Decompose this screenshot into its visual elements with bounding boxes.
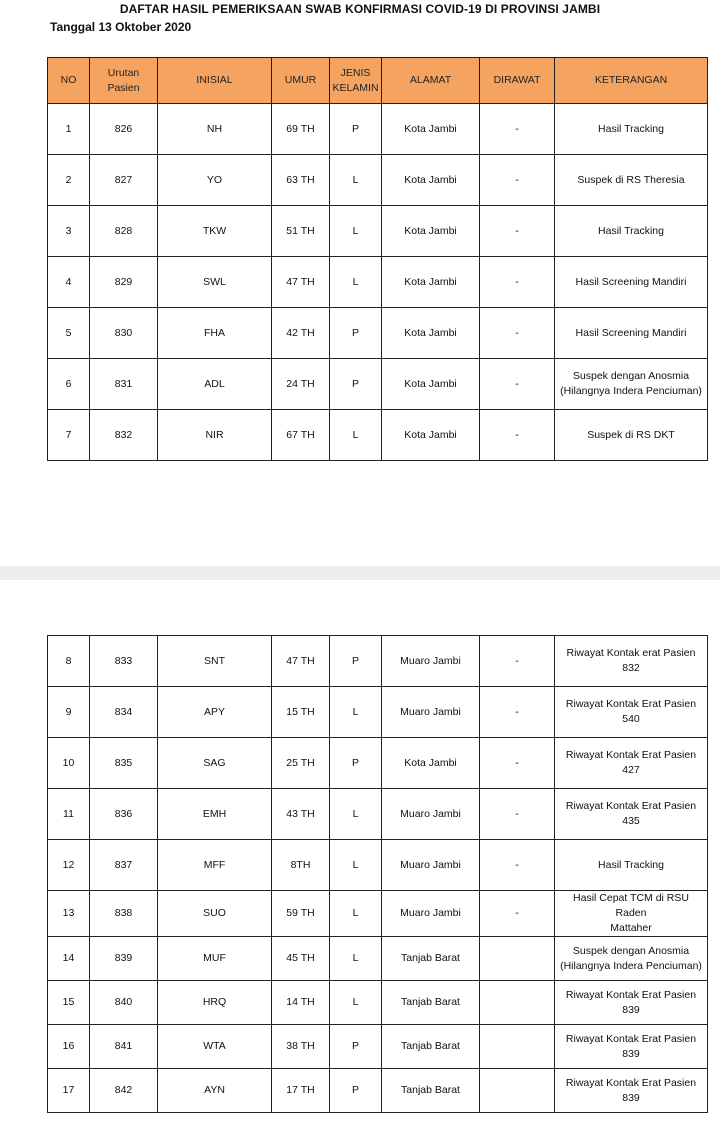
cell-alamat: Kota Jambi <box>382 410 480 461</box>
cell-dirawat: - <box>480 891 555 937</box>
cell-keterangan <box>555 410 708 461</box>
cell-inisial: HRQ <box>158 981 272 1025</box>
keterangan-line1: Riwayat Kontak Erat Pasien <box>565 698 697 710</box>
cell-jk: L <box>330 206 382 257</box>
cell-urutan: 840 <box>90 981 158 1025</box>
keterangan-line2: 832 <box>622 662 640 674</box>
keterangan-line2: 839 <box>622 1047 640 1060</box>
cell-dirawat: - <box>480 104 555 155</box>
table-row <box>48 104 708 155</box>
keterangan-line2: 435 <box>622 815 640 827</box>
cell-urutan: 827 <box>90 155 158 206</box>
cell-jk: P <box>330 359 382 410</box>
keterangan-line1: Riwayat Kontak Erat Pasien <box>565 749 697 761</box>
col-header-keterangan: KETERANGAN <box>555 58 708 104</box>
cell-no: 4 <box>48 257 90 308</box>
cell-urutan: 832 <box>90 410 158 461</box>
cell-jk: L <box>330 155 382 206</box>
col-header-jenis-kelamin <box>330 58 382 104</box>
cell-alamat: Kota Jambi <box>382 155 480 206</box>
cell-jk: P <box>330 308 382 359</box>
table-body-part-1 <box>48 104 708 461</box>
cell-no: 7 <box>48 410 90 461</box>
cell-keterangan <box>555 104 708 155</box>
cell-no: 6 <box>48 359 90 410</box>
cell-umur: 51 TH <box>272 206 330 257</box>
keterangan-line2: 839 <box>622 1003 640 1016</box>
cell-umur: 45 TH <box>272 937 330 981</box>
cell-inisial: NH <box>158 104 272 155</box>
cell-no: 9 <box>48 687 90 738</box>
cell-no: 2 <box>48 155 90 206</box>
cell-keterangan <box>555 359 708 410</box>
cell-inisial: MUF <box>158 937 272 981</box>
document-date: Tanggal 13 Oktober 2020 <box>50 20 192 34</box>
cell-keterangan <box>555 981 708 1025</box>
cell-jk: L <box>330 840 382 891</box>
table-header-row <box>48 58 708 104</box>
cell-inisial: SNT <box>158 636 272 687</box>
cell-dirawat: - <box>480 738 555 789</box>
cell-urutan: 828 <box>90 206 158 257</box>
keterangan-line1: Hasil Tracking <box>598 122 664 135</box>
cell-dirawat: - <box>480 206 555 257</box>
cell-no: 16 <box>48 1025 90 1069</box>
document-title: DAFTAR HASIL PEMERIKSAAN SWAB KONFIRMASI COVID-19 DI PROVINSI JAMBI <box>119 2 601 16</box>
cell-alamat: Muaro Jambi <box>382 636 480 687</box>
cell-alamat: Muaro Jambi <box>382 789 480 840</box>
table-row <box>48 359 708 410</box>
cell-alamat: Kota Jambi <box>382 308 480 359</box>
cell-inisial: MFF <box>158 840 272 891</box>
cell-keterangan <box>555 738 708 789</box>
cell-alamat: Muaro Jambi <box>382 840 480 891</box>
table-row <box>48 1025 708 1069</box>
cell-urutan: 833 <box>90 636 158 687</box>
cell-inisial: SAG <box>158 738 272 789</box>
cell-urutan: 837 <box>90 840 158 891</box>
col-header-alamat: ALAMAT <box>382 58 480 104</box>
cell-urutan: 826 <box>90 104 158 155</box>
cell-dirawat: - <box>480 155 555 206</box>
cell-alamat: Tanjab Barat <box>382 1025 480 1069</box>
cell-keterangan <box>555 937 708 981</box>
cell-jk: P <box>330 104 382 155</box>
keterangan-line2: 839 <box>622 1091 640 1104</box>
cell-urutan: 839 <box>90 937 158 981</box>
cell-umur: 69 TH <box>272 104 330 155</box>
cell-urutan: 835 <box>90 738 158 789</box>
cell-keterangan <box>555 257 708 308</box>
col-header-urutan-pasien <box>90 58 158 104</box>
cell-inisial: TKW <box>158 206 272 257</box>
cell-inisial: SWL <box>158 257 272 308</box>
cell-keterangan <box>555 636 708 687</box>
keterangan-line1: Riwayat Kontak Erat Pasien <box>565 800 697 812</box>
keterangan-line1: Riwayat Kontak Erat Pasien <box>565 1032 697 1045</box>
cell-alamat: Kota Jambi <box>382 104 480 155</box>
keterangan-line2: 540 <box>622 713 640 725</box>
cell-dirawat: - <box>480 308 555 359</box>
cell-dirawat: - <box>480 789 555 840</box>
cell-umur: 17 TH <box>272 1069 330 1113</box>
cell-alamat: Tanjab Barat <box>382 937 480 981</box>
cell-jk: L <box>330 687 382 738</box>
cell-urutan: 830 <box>90 308 158 359</box>
table-row <box>48 981 708 1025</box>
cell-keterangan <box>555 891 708 937</box>
keterangan-line1: Hasil Screening Mandiri <box>575 275 687 288</box>
table-row <box>48 636 708 687</box>
cell-umur: 24 TH <box>272 359 330 410</box>
cell-umur: 43 TH <box>272 789 330 840</box>
cell-inisial: APY <box>158 687 272 738</box>
cell-no: 5 <box>48 308 90 359</box>
cell-jk: P <box>330 1069 382 1113</box>
col-header-inisial: INISIAL <box>158 58 272 104</box>
cell-urutan: 838 <box>90 891 158 937</box>
keterangan-line1: Riwayat Kontak Erat Pasien <box>565 1076 697 1089</box>
table-row <box>48 738 708 789</box>
cell-umur: 25 TH <box>272 738 330 789</box>
cell-inisial: FHA <box>158 308 272 359</box>
cell-jk: L <box>330 981 382 1025</box>
cell-keterangan <box>555 308 708 359</box>
cell-no: 12 <box>48 840 90 891</box>
cell-urutan: 834 <box>90 687 158 738</box>
cell-alamat: Tanjab Barat <box>382 981 480 1025</box>
cell-alamat: Kota Jambi <box>382 738 480 789</box>
table-row <box>48 891 708 937</box>
results-table-part-2 <box>47 635 708 1113</box>
cell-keterangan <box>555 206 708 257</box>
cell-no: 11 <box>48 789 90 840</box>
cell-inisial: ADL <box>158 359 272 410</box>
cell-dirawat: - <box>480 359 555 410</box>
keterangan-line2: 427 <box>622 764 640 776</box>
cell-urutan: 831 <box>90 359 158 410</box>
col-header-no: NO <box>48 58 90 104</box>
keterangan-line1: Hasil Tracking <box>598 224 664 237</box>
cell-dirawat: - <box>480 636 555 687</box>
cell-keterangan <box>555 1025 708 1069</box>
keterangan-line1: Suspek dengan Anosmia <box>572 944 690 957</box>
keterangan-line1: Riwayat Kontak Erat Pasien <box>565 988 697 1001</box>
cell-inisial: SUO <box>158 891 272 937</box>
table-row <box>48 840 708 891</box>
cell-inisial: YO <box>158 155 272 206</box>
cell-keterangan <box>555 840 708 891</box>
cell-dirawat: - <box>480 410 555 461</box>
col-header-umur: UMUR <box>272 58 330 104</box>
cell-keterangan <box>555 155 708 206</box>
cell-alamat: Kota Jambi <box>382 359 480 410</box>
cell-umur: 67 TH <box>272 410 330 461</box>
cell-no: 1 <box>48 104 90 155</box>
cell-no: 13 <box>48 891 90 937</box>
table-row <box>48 789 708 840</box>
cell-umur: 38 TH <box>272 1025 330 1069</box>
cell-dirawat <box>480 937 555 981</box>
cell-umur: 47 TH <box>272 636 330 687</box>
col-header-urutan-line2: Pasien <box>107 81 140 94</box>
cell-no: 8 <box>48 636 90 687</box>
table-row <box>48 308 708 359</box>
cell-urutan: 842 <box>90 1069 158 1113</box>
col-header-dirawat: DIRAWAT <box>480 58 555 104</box>
cell-umur: 42 TH <box>272 308 330 359</box>
results-table-part-1 <box>47 57 708 461</box>
keterangan-line1: Hasil Screening Mandiri <box>575 326 687 339</box>
cell-keterangan <box>555 1069 708 1113</box>
col-header-jk-line1: JENIS <box>340 66 371 79</box>
cell-keterangan <box>555 687 708 738</box>
col-header-jk-line2: KELAMIN <box>332 81 379 94</box>
cell-umur: 14 TH <box>272 981 330 1025</box>
cell-no: 17 <box>48 1069 90 1113</box>
cell-alamat: Muaro Jambi <box>382 891 480 937</box>
cell-jk: L <box>330 257 382 308</box>
keterangan-line2: (Hilangnya Indera Penciuman) <box>560 385 702 397</box>
cell-umur: 15 TH <box>272 687 330 738</box>
cell-dirawat <box>480 1025 555 1069</box>
cell-jk: P <box>330 738 382 789</box>
cell-urutan: 836 <box>90 789 158 840</box>
cell-alamat: Kota Jambi <box>382 206 480 257</box>
keterangan-line2: Mattaher <box>610 922 652 934</box>
cell-no: 10 <box>48 738 90 789</box>
keterangan-line1: Hasil Tracking <box>598 858 664 871</box>
cell-dirawat <box>480 1069 555 1113</box>
cell-no: 14 <box>48 937 90 981</box>
document-page-1 <box>0 0 720 566</box>
table-row <box>48 1069 708 1113</box>
table-row <box>48 257 708 308</box>
cell-umur: 59 TH <box>272 891 330 937</box>
cell-jk: L <box>330 891 382 937</box>
cell-alamat: Muaro Jambi <box>382 687 480 738</box>
document-page-2 <box>0 580 720 1144</box>
cell-umur: 47 TH <box>272 257 330 308</box>
cell-urutan: 829 <box>90 257 158 308</box>
cell-urutan: 841 <box>90 1025 158 1069</box>
table-row <box>48 155 708 206</box>
cell-umur: 8TH <box>272 840 330 891</box>
cell-dirawat <box>480 981 555 1025</box>
table-row <box>48 206 708 257</box>
cell-dirawat: - <box>480 687 555 738</box>
cell-jk: L <box>330 410 382 461</box>
table-body-part-2 <box>48 636 708 1113</box>
cell-inisial: NIR <box>158 410 272 461</box>
cell-alamat: Tanjab Barat <box>382 1069 480 1113</box>
cell-inisial: WTA <box>158 1025 272 1069</box>
cell-no: 15 <box>48 981 90 1025</box>
cell-jk: P <box>330 636 382 687</box>
keterangan-line1: Riwayat Kontak erat Pasien <box>566 647 696 659</box>
page-separator <box>0 566 720 580</box>
cell-umur: 63 TH <box>272 155 330 206</box>
cell-jk: L <box>330 937 382 981</box>
keterangan-line1: Suspek di RS DKT <box>587 428 675 441</box>
cell-keterangan <box>555 789 708 840</box>
cell-jk: P <box>330 1025 382 1069</box>
table-row <box>48 687 708 738</box>
cell-alamat: Kota Jambi <box>382 257 480 308</box>
cell-no: 3 <box>48 206 90 257</box>
cell-inisial: AYN <box>158 1069 272 1113</box>
table-row <box>48 410 708 461</box>
keterangan-line1: Suspek di RS Theresia <box>577 173 685 186</box>
keterangan-line1: Hasil Cepat TCM di RSU Raden <box>573 892 689 919</box>
cell-inisial: EMH <box>158 789 272 840</box>
keterangan-line2: (Hilangnya Indera Penciuman) <box>560 959 702 972</box>
keterangan-line1: Suspek dengan Anosmia <box>572 370 690 382</box>
cell-dirawat: - <box>480 840 555 891</box>
col-header-urutan-line1: Urutan <box>107 66 140 79</box>
cell-jk: L <box>330 789 382 840</box>
cell-dirawat: - <box>480 257 555 308</box>
table-row <box>48 937 708 981</box>
